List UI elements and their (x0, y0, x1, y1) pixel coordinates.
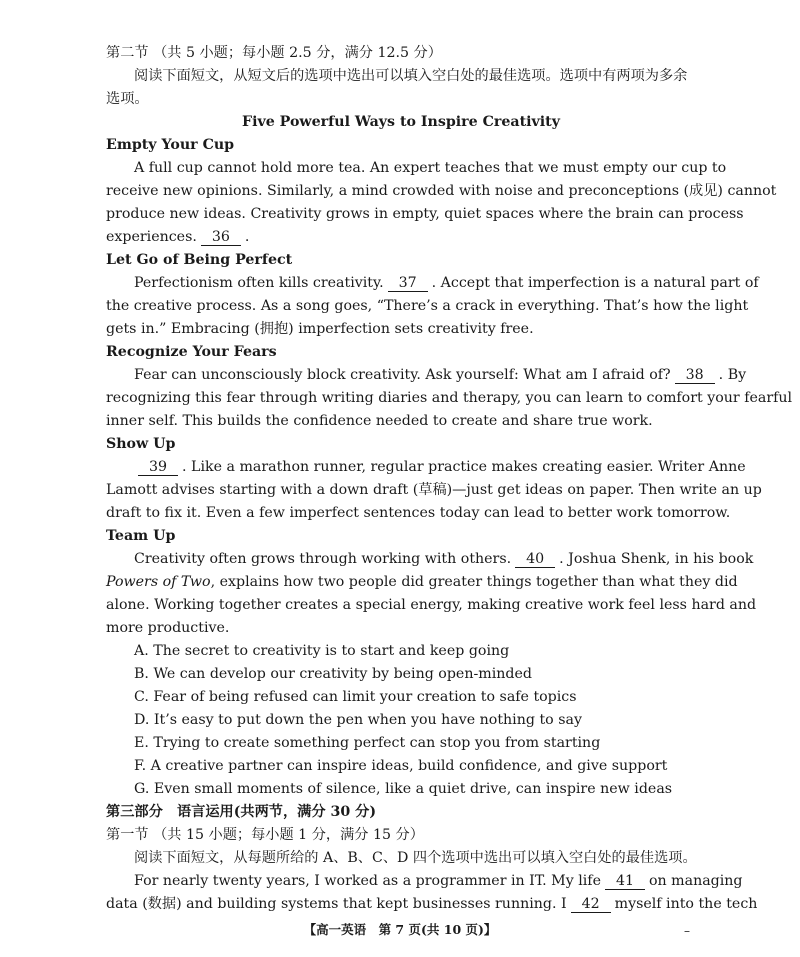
option-a: A. The secret to creativity is to start and keep going (134, 643, 510, 659)
paragraph-line: Lamott advises starting with a down draft (草稿)—just get ideas on paper. Then write an up (106, 482, 762, 498)
text-fragment: . Joshua Shenk, in his book (559, 551, 754, 567)
paragraph-line: alone. Working together creates a special energy, making creative work feel less hard and (106, 597, 757, 613)
page-footer: 【高一英语 第 7 页(共 10 页)】 (303, 922, 497, 937)
paragraph-line: A full cup cannot hold more tea. An expert teaches that we must empty our cup to (134, 160, 727, 176)
subtitle-show-up: Show Up (106, 436, 176, 452)
option-e: E. Trying to create something perfect can stop you from starting (134, 735, 601, 751)
blank-36[interactable]: 36 (201, 229, 241, 246)
paragraph-line (106, 364, 747, 387)
paragraph-line (106, 870, 743, 893)
paragraph-line: draft to fix it. Even a few imperfect sentences today can lead to better work tomorrow. (106, 505, 731, 521)
blank-42[interactable]: 42 (571, 896, 611, 913)
option-f: F. A creative partner can inspire ideas, build confidence, and give support (134, 758, 668, 774)
text-fragment: . Accept that imperfection is a natural part of (431, 275, 759, 291)
text-fragment: data (数据) and building systems that kept businesses running. I (106, 896, 567, 912)
part3-heading: 第三部分 语言运用(共两节，满分 30 分) (106, 804, 377, 820)
text-fragment: . Like a marathon runner, regular practice makes creating easier. Writer Anne (182, 459, 746, 475)
option-b: B. We can develop our creativity by being open-minded (134, 666, 532, 682)
paragraph-line (106, 571, 738, 594)
subtitle-let-go-of-being-perfect: Let Go of Being Perfect (106, 252, 293, 268)
text-fragment: experiences. (106, 229, 197, 245)
blank-38[interactable]: 38 (675, 367, 715, 384)
text-fragment: Fear can unconsciously block creativity. Ask yourself: What am I afraid of? (134, 367, 671, 383)
paragraph-line: produce new ideas. Creativity grows in empty, quiet spaces where the brain can process (106, 206, 744, 222)
text-fragment: . By (718, 367, 747, 383)
paragraph-line: recognizing this fear through writing diaries and therapy, you can learn to comfort your fearful (106, 390, 793, 406)
text-fragment: Perfectionism often kills creativity. (134, 275, 384, 291)
paragraph-line (106, 272, 759, 295)
article-title: Five Powerful Ways to Inspire Creativity (242, 114, 560, 130)
paragraph-line: experiences. 36 . (106, 229, 250, 245)
option-d: D. It’s easy to put down the pen when you have nothing to say (134, 712, 582, 728)
text-fragment: For nearly twenty years, I worked as a programmer in IT. My life (134, 873, 601, 889)
blank-37[interactable]: 37 (388, 275, 428, 292)
section2-heading: 第二节 （共 5 小题；每小题 2.5 分，满分 12.5 分） (106, 45, 442, 61)
paragraph-line: receive new opinions. Similarly, a mind crowded with noise and preconceptions (成见) cannot (106, 183, 777, 199)
text-fragment: Creativity often grows through working with others. (134, 551, 512, 567)
blank-39[interactable]: 39 (138, 459, 178, 476)
part3-instruction: 阅读下面短文，从每题所给的 A、B、C、D 四个选项中选出可以填入空白处的最佳选项。 (134, 850, 697, 866)
paragraph-line: gets in.” Embracing (拥抱) imperfection sets creativity free. (106, 321, 534, 337)
blank-41[interactable]: 41 (605, 873, 645, 890)
subtitle-team-up: Team Up (106, 528, 176, 544)
book-title: Powers of Two (106, 574, 211, 590)
text-fragment: , explains how two people did greater things together than what they did (210, 574, 738, 590)
subtitle-recognize-your-fears: Recognize Your Fears (106, 344, 277, 360)
paragraph-line: the creative process. As a song goes, “There’s a crack in everything. That’s how the light (106, 298, 749, 314)
footer-mark: – (684, 924, 690, 938)
section2-instruction-line1: 阅读下面短文，从短文后的选项中选出可以填入空白处的最佳选项。选项中有两项为多余 (134, 68, 688, 84)
text-fragment: on managing (648, 873, 743, 889)
paragraph-line: more productive. (106, 620, 230, 636)
paragraph-line (106, 456, 746, 479)
text-fragment: myself into the tech (614, 896, 758, 912)
paragraph-line (106, 548, 754, 571)
section2-instruction-line2: 选项。 (106, 91, 149, 107)
blank-40[interactable]: 40 (515, 551, 555, 568)
option-g: G. Even small moments of silence, like a quiet drive, can inspire new ideas (134, 781, 673, 797)
paragraph-line: inner self. This builds the confidence needed to create and share true work. (106, 413, 653, 429)
part3-section1-heading: 第一节 （共 15 小题；每小题 1 分，满分 15 分） (106, 827, 424, 843)
option-c: C. Fear of being refused can limit your creation to safe topics (134, 689, 577, 705)
subtitle-empty-your-cup: Empty Your Cup (106, 137, 235, 153)
paragraph-line (106, 893, 758, 916)
